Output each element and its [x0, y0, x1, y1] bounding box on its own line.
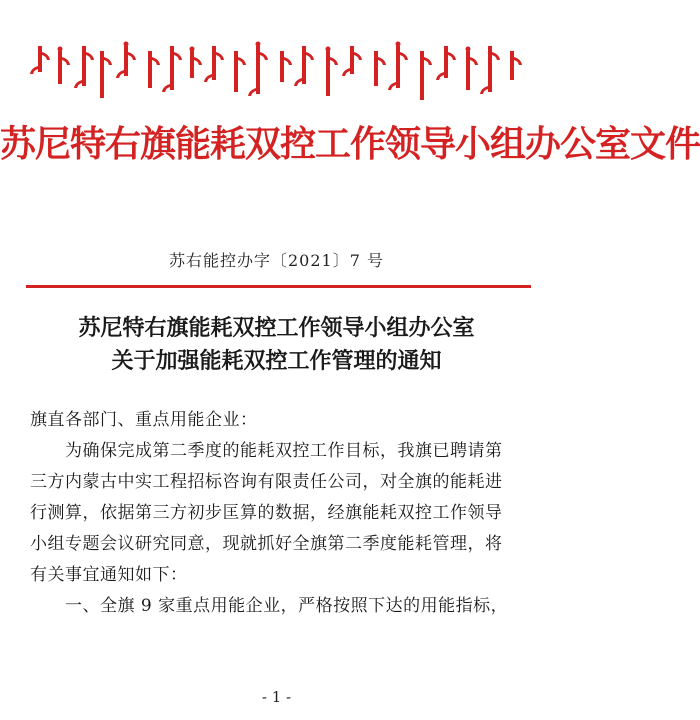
body-paragraph-line: 三方内蒙古中实工程招标咨询有限责任公司，对全旗的能耗进 — [30, 472, 503, 492]
body-paragraph-line: 小组专题会议研究同意，现就抓好全旗第二季度能耗管理，将 — [30, 534, 503, 554]
body-paragraph-line: 一、全旗 9 家重点用能企业，严格按照下达的用能指标， — [65, 596, 509, 616]
notice-title-line-1: 苏尼特右旗能耗双控工作领导小组办公室 — [78, 315, 475, 341]
red-divider-line — [26, 285, 531, 288]
body-paragraph-line: 为确保完成第二季度的能耗双控工作目标，我旗已聘请第 — [65, 441, 503, 461]
addressee: 旗直各部门、重点用能企业： — [30, 410, 258, 430]
document-header-title: 苏尼特右旗能耗双控工作领导小组办公室文件 — [0, 123, 700, 165]
page-number: - 1 - — [261, 688, 292, 706]
body-paragraph-line: 行测算，依据第三方初步匡算的数据，经旗能耗双控工作领导 — [30, 503, 503, 523]
mongolian-script-header — [30, 40, 525, 102]
body-paragraph-line: 有关事宜通知如下： — [30, 565, 188, 585]
notice-title-line-2: 关于加强能耗双控工作管理的通知 — [111, 348, 442, 374]
document-number: 苏右能控办字〔2021〕7 号 — [169, 251, 384, 270]
